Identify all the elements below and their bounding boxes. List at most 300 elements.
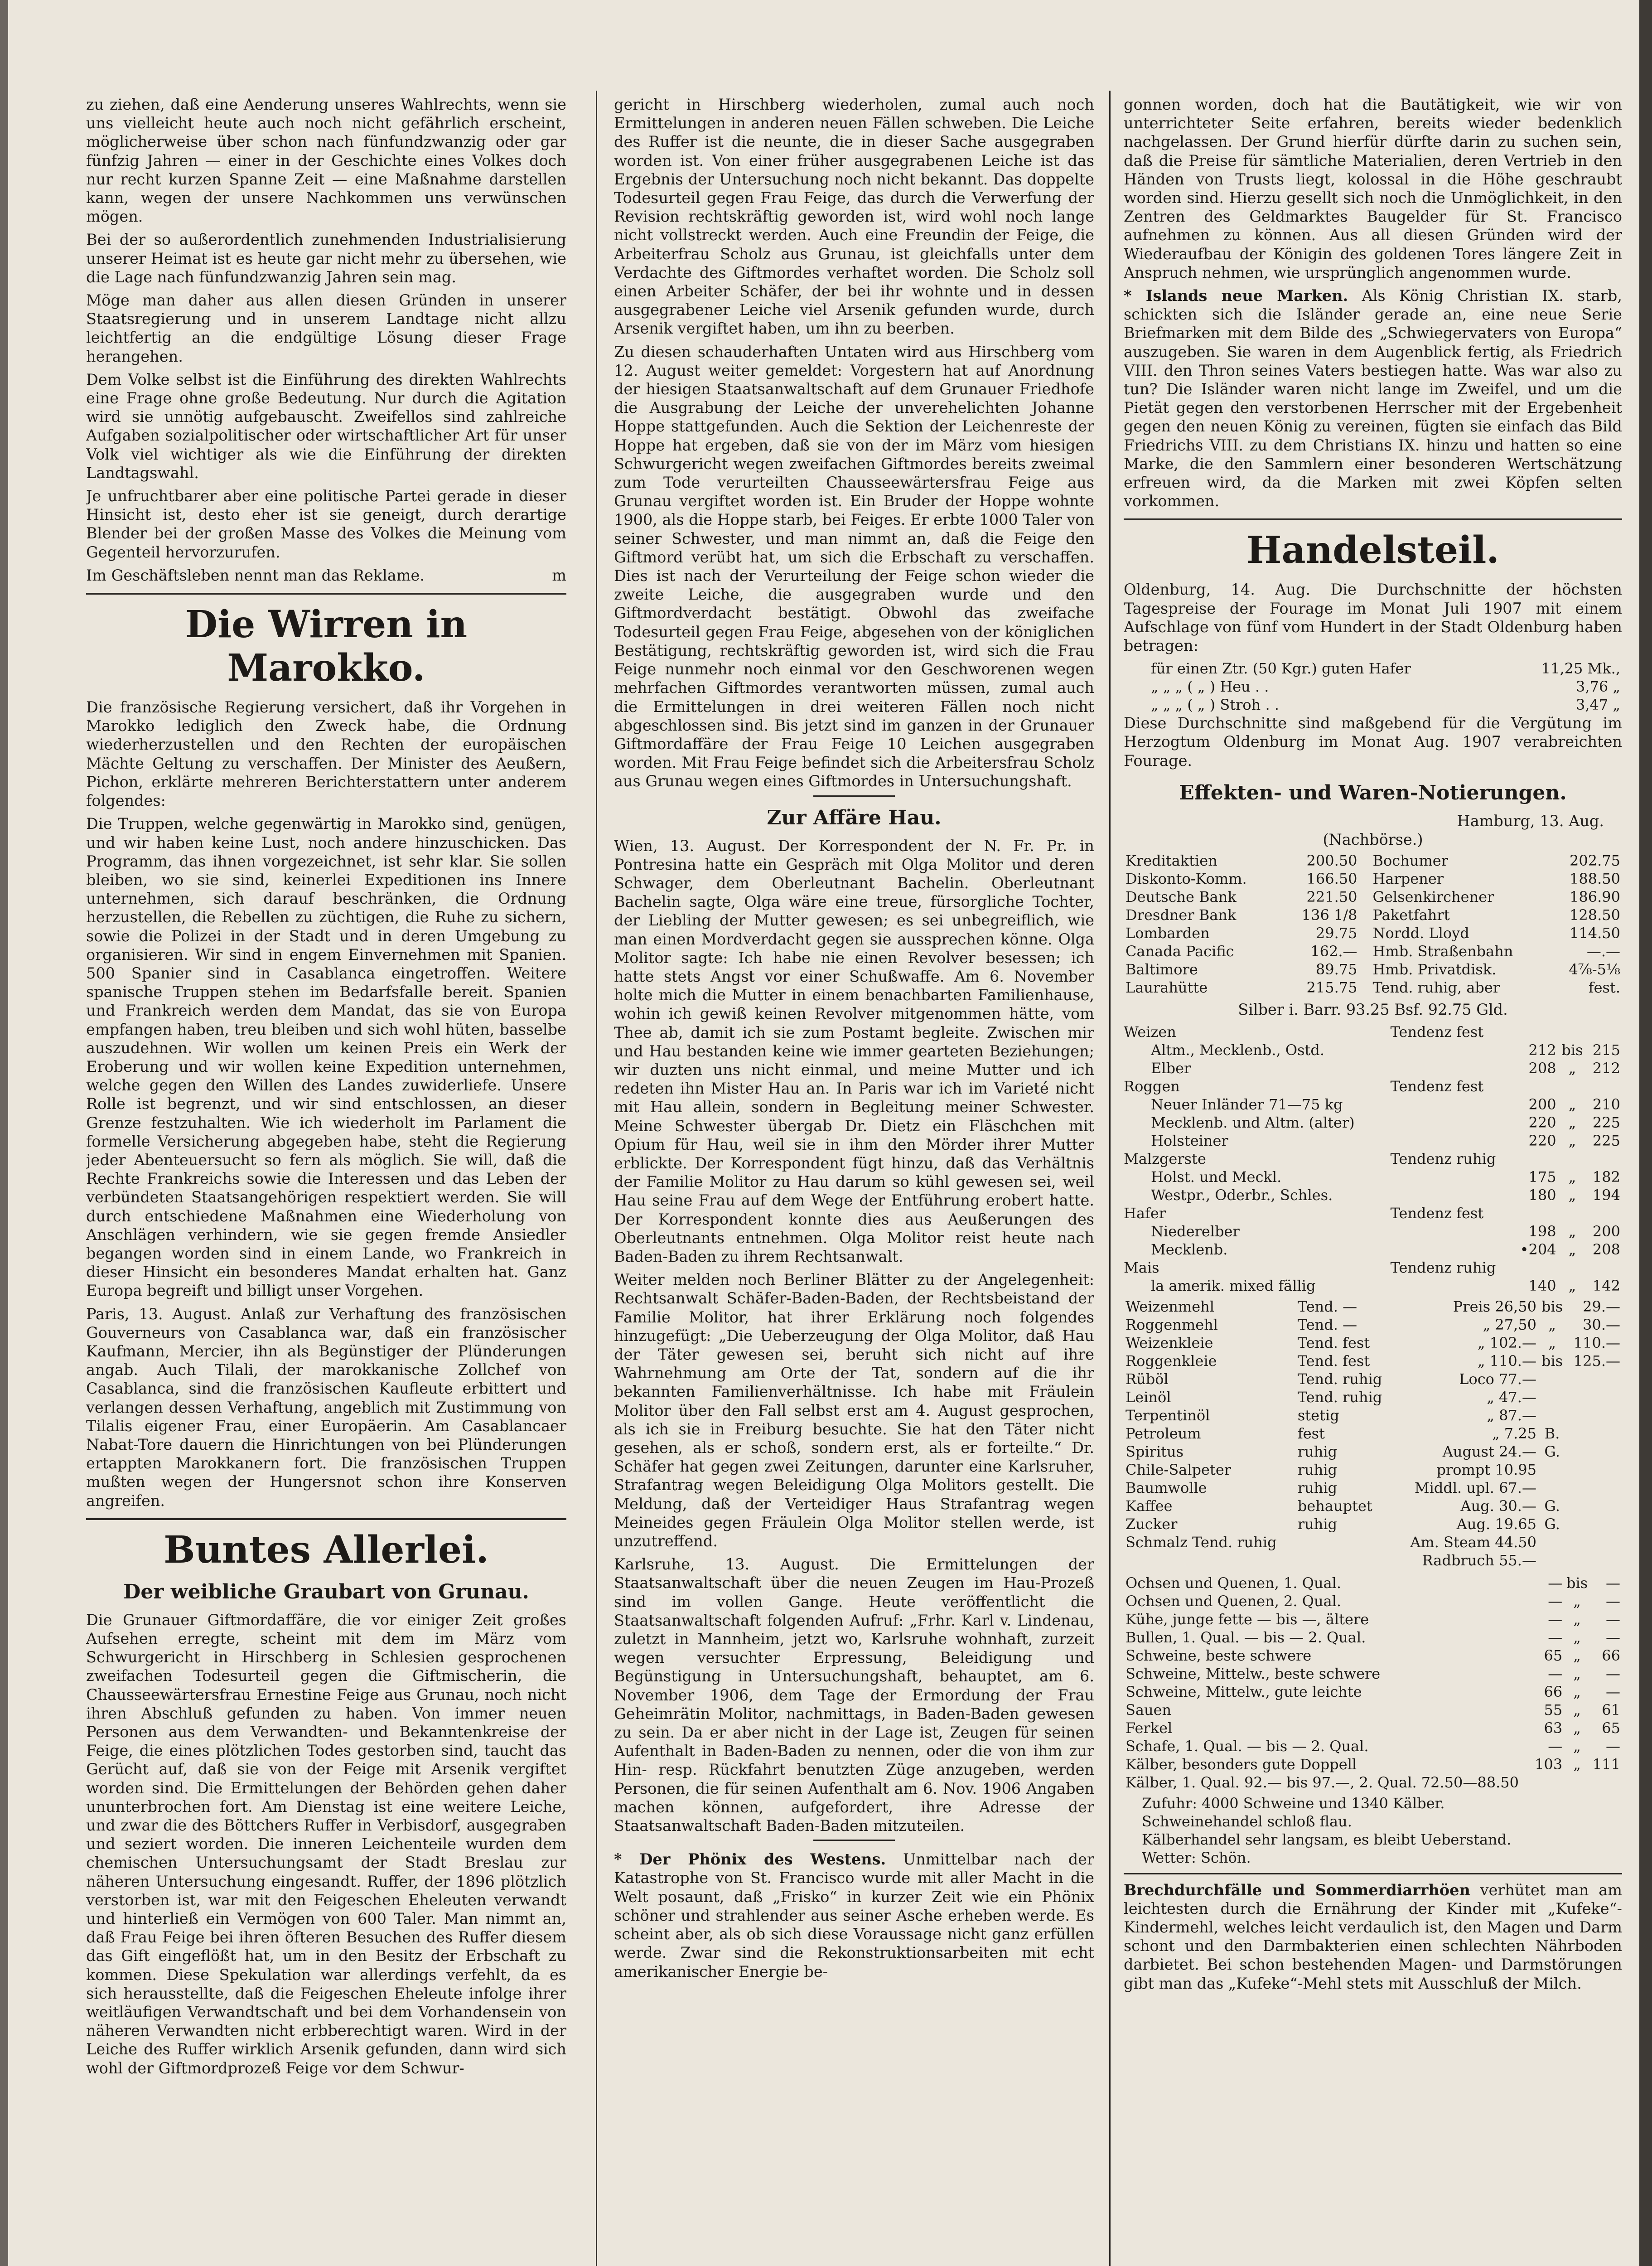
table-row — [1124, 1168, 1622, 1186]
advertisement-heading: Brechdurchfälle und Sommerdiarrhöen — [1124, 1881, 1470, 1899]
table-cell: 212 — [1592, 1059, 1620, 1077]
table-row — [1124, 1352, 1622, 1370]
table-cell: 198 — [1528, 1222, 1556, 1240]
table-row — [1124, 1023, 1622, 1041]
paragraph: Je unfruchtbarer aber eine politische Partei gerade in dieser Hinsicht ist, desto eher ist sie geneigt, durch derartige Blender bei der großen Masse des Volkes die Meinung vom Gegenteil hervorzurufen. — [86, 487, 566, 561]
table-cell: „ — [1573, 1592, 1581, 1610]
table-row — [1124, 1204, 1622, 1222]
table-row — [1124, 888, 1622, 906]
table-row — [1124, 1533, 1622, 1551]
table-row — [1124, 1610, 1622, 1628]
table-cell: Bochumer — [1372, 852, 1449, 870]
table-cell: Tendenz fest — [1390, 1023, 1484, 1041]
table-cell: ruhig — [1297, 1461, 1338, 1478]
table-cell: Mecklenb. und Altm. (alter) — [1151, 1114, 1355, 1131]
table-cell — [1566, 1443, 1622, 1461]
table-cell: 103 — [1535, 1755, 1563, 1773]
table-cell: — — [1548, 1592, 1563, 1610]
paragraph: Weiter melden noch Berliner Blätter zu der Angelegenheit: Rechtsanwalt Schäfer-Baden-Baden, der Rechtsbeistand der Familie Molitor, hat ihrer Erklärung noch folgendes hinzugefügt: „Die Ueberzeugung der Olga Molitor, daß Hau der Täter gewesen sei, beruht sich nicht auf ihre Wahrnehmung am Orte der Tat, sondern auf die ihr bekannten Familienverhältnisse. Ich habe mit Fräulein Molitor über den Fall selbst erst am 4. August gesprochen, als ich sie in Freiburg besuchte. Sie hat den Täter nicht gesehen, als er schoß, sondern erst, als er forteilte.“ Dr. Schäfer hat gegen zwei Zeitungen, darunter eine Karlsruher, Strafantrag wegen Beleidigung Olga Molitors gestellt. Die Meldung, daß der Verteidiger Haus Strafantrag wegen Meineides gegen Fräulein Olga Molitor stellen werde, ist unzutreffend. — [614, 1271, 1094, 1550]
table-row — [1124, 1497, 1622, 1515]
table-row — [1124, 1683, 1622, 1701]
table-cell: bis — [1561, 1041, 1583, 1059]
table-cell: „ — [1568, 1095, 1576, 1113]
table-row — [1124, 1186, 1622, 1204]
short-divider — [813, 795, 895, 797]
table-cell: Leinöl — [1125, 1388, 1171, 1406]
table-cell: Tendenz ruhig — [1390, 1150, 1496, 1167]
table-cell: Hmb. Straßenbahn — [1372, 943, 1513, 960]
table-cell: 225 — [1592, 1132, 1620, 1149]
table-cell — [1532, 1773, 1564, 1791]
table-row — [1124, 1259, 1622, 1277]
table-cell — [1566, 1461, 1622, 1479]
table-cell: Zucker — [1125, 1515, 1178, 1533]
table-cell: 221.50 — [1306, 888, 1357, 906]
table-cell: „ 47.— — [1487, 1388, 1536, 1406]
table-cell — [1586, 1077, 1622, 1095]
table-cell — [1538, 1388, 1566, 1406]
table-cell: 4⅞-5⅛ — [1569, 961, 1620, 978]
table-cell — [1564, 1773, 1590, 1791]
table-cell: Tend. — — [1297, 1298, 1357, 1315]
column-1 — [86, 95, 566, 2266]
table-cell: 29.75 — [1315, 925, 1357, 942]
table-cell: Ochsen und Quenen, 1. Qual. — [1125, 1574, 1342, 1592]
table-cell: — — [1606, 1610, 1620, 1628]
table-cell: „ — [1573, 1737, 1581, 1755]
table-cell: — — [1606, 1574, 1620, 1592]
table-cell: Roggen — [1124, 1077, 1180, 1095]
section-heading: Handelsteil. — [1246, 528, 1499, 572]
table-cell: „ — [1568, 1114, 1576, 1131]
table-cell: 208 — [1528, 1059, 1556, 1077]
table-cell: 136 1/8 — [1301, 906, 1357, 924]
table-row — [1124, 1077, 1622, 1095]
table-cell: 208 — [1592, 1240, 1620, 1258]
table-cell — [1513, 1150, 1558, 1168]
table-cell: 210 — [1592, 1095, 1620, 1113]
fourage-table — [1124, 659, 1622, 714]
table-row — [1124, 1628, 1622, 1646]
table-cell: Baltimore — [1125, 961, 1198, 978]
paragraph: zu ziehen, daß eine Aenderung unseres Wahlrechts, wenn sie uns vielleicht heute auch noch nicht gefährlich erscheint, möglicherweise über schon nach fünfundzwanzig oder gar fünfzig Jahren — einer in der Geschichte eines Volkes doch nur recht kurzen Spanne Zeit — eine Maßnahme darstellen kann, wegen der unsere Nachkommen uns verwünschen mögen. — [86, 96, 566, 226]
table-cell: 65 — [1544, 1646, 1563, 1664]
table-row — [1124, 1773, 1622, 1791]
table-cell: 162.— — [1310, 943, 1357, 960]
table-cell: Spiritus — [1125, 1443, 1184, 1460]
table-cell: 110.— — [1573, 1334, 1620, 1351]
table-row — [1124, 1298, 1622, 1316]
table-cell: „ — [1573, 1646, 1581, 1664]
table-cell: für einen Ztr. (50 Kgr.) guten Hafer — [1151, 660, 1411, 678]
table-cell: Holst. und Meckl. — [1151, 1168, 1282, 1186]
table-row — [1124, 1059, 1622, 1077]
table-cell: — — [1548, 1665, 1563, 1682]
paragraph: Diese Durchschnitte sind maßgebend für die Vergütung im Herzogtum Oldenburg im Monat Aug. 1907 verabreichten Fourage. — [1124, 714, 1622, 770]
table-cell: Schweine, Mittelw., beste schwere — [1125, 1665, 1381, 1682]
table-row — [1124, 960, 1622, 978]
table-cell: — — [1606, 1665, 1620, 1682]
section-divider — [86, 1518, 566, 1520]
table-cell: Lombarden — [1125, 925, 1210, 942]
table-cell: Laurahütte — [1125, 979, 1208, 997]
section-heading: Die Wirren in Marokko. — [185, 603, 468, 690]
table-cell: — — [1606, 1628, 1620, 1646]
paragraph-text: Im Geschäftsleben nennt man das Reklame. — [86, 566, 425, 584]
table-cell: Middl. upl. 67.— — [1414, 1479, 1536, 1496]
table-row — [1124, 1041, 1622, 1059]
paragraph: Wien, 13. August. Der Korrespondent der N. Fr. Pr. in Pontresina hatte ein Gespräch mit Olga Molitor und deren Schwager, dem Oberleutnant Bachelin. Oberleutnant Bachelin sagte, Olga wäre eine treue, fürsorgliche Tochter, der Liebling der Mutter gewesen; es sei unbegreiflich, wie man einen Mordverdacht gegen sie aussprechen könne. Olga Molitor sagte: Ich habe nie einen Revolver besessen; ich hatte stets Angst vor einer Schußwaffe. Am 6. November holte mich die Mutter in einem benachbarten Familienhause, wohin ich gewiß keinen Revolver mitgenommen hätte, vom Thee ab, damit ich sie zum Postamt begleite. Zwischen mir und Hau bestanden keine wie immer gearteten Beziehungen; wir duzten uns nicht einmal, und meine Mutter und ich redeten ihn Mister Hau an. In Paris war ich im Varieté nicht mit Hau allein, sondern in Begleitung meiner Schwester. Meine Schwester übergab Dr. Dietz ein Fläschchen mit Opium für Hau, weil sie in ihm den Mörder ihrer Mutter erblickte. Der Korrespondent fügt hinzu, daß das Verhältnis der Familie Molitor zu Hau darum so kühl gewesen sei, weil Hau seine Frau auf dem Wege der Entführung erobert hatte. Der Korrespondent konnte dies aus Aeußerungen des Oberleutnants entnehmen. Olga Molitor reist heute nach Baden-Baden zu ihrem Rechtsanwalt. — [614, 837, 1094, 1265]
table-cell: — — [1548, 1628, 1563, 1646]
table-row — [1124, 1334, 1622, 1352]
table-cell: Mais — [1124, 1259, 1159, 1276]
table-cell: behauptet — [1297, 1497, 1372, 1515]
table-cell: „ — [1573, 1665, 1581, 1682]
paragraph: Bei der so außerordentlich zunehmenden Industrialisierung unserer Heimat ist es heute gar nicht mehr zu übersehen, wie die Lage nach fünfundzwanzig Jahren sein mag. — [86, 231, 566, 286]
table-cell: 212 — [1528, 1041, 1556, 1059]
table-cell — [1513, 1077, 1558, 1095]
table-cell — [1538, 1406, 1566, 1424]
table-cell — [1566, 1551, 1622, 1569]
table-cell: 63 — [1544, 1719, 1563, 1737]
table-cell: Hafer — [1124, 1204, 1166, 1222]
table-cell: „ 87.— — [1487, 1406, 1536, 1424]
paragraph: Die französische Regierung versichert, daß ihr Vorgehen in Marokko lediglich den Zweck habe, die Ordnung wiederherzustellen und den Rechten der europäischen Mächte Geltung zu verschaffen. Der Minister des Aeußern, Pichon, erklärte mehreren Berichterstattern unter anderem folgendes: — [86, 698, 566, 810]
table-cell: „ — [1568, 1240, 1576, 1258]
table-cell: Kälber, besonders gute Doppell — [1125, 1755, 1357, 1773]
table-cell: — — [1606, 1683, 1620, 1700]
market-note: Zufuhr: 4000 Schweine und 1340 Kälber. — [1142, 1794, 1445, 1812]
table-row — [1124, 1370, 1622, 1388]
table-cell: 188.50 — [1570, 870, 1620, 888]
table-cell: Dresdner Bank — [1125, 906, 1237, 924]
table-cell: 66 — [1602, 1646, 1620, 1664]
paragraph: Karlsruhe, 13. August. Die Ermittelungen der Staatsanwaltschaft über die neuen Zeugen im Hau-Prozeß sind im vollen Gange. Heute veröffentlicht die Staatsanwaltschaft folgenden Aufruf: „Frhr. Karl v. Lindenau, zuletzt in Mannheim, jetzt wo, Karlsruhe wohnhaft, zurzeit wegen versuchter Erpressung, Beleidigung und Begünstigung in Untersuchungshaft, behauptet, am 6. November 1906, dem Tage der Ermordung der Frau Geheimrätin Molitor, nachmittags, in Baden-Baden gewesen zu sein. Da er aber nicht in der Lage ist, Zeugen für seinen Aufenthalt in Baden-Baden zu nennen, oder die von ihm zur Hin- resp. Rückfahrt benutzten Züge anzugeben, werden Personen, die für seinen Aufenthalt am 6. Nov. 1906 Angaben machen können, aufgefordert, ihre Adresse der Staatsanwaltschaft Baden-Baden mitzuteilen. — [614, 1555, 1094, 1835]
table-cell — [1558, 1204, 1587, 1222]
table-cell: Paketfahrt — [1372, 906, 1450, 924]
table-cell: Holsteiner — [1151, 1132, 1228, 1149]
table-cell: la amerik. mixed fällig — [1151, 1277, 1316, 1294]
article-paragraph — [614, 1850, 1094, 1980]
table-cell: „ 7.25 — [1492, 1424, 1536, 1442]
table-row — [1124, 1646, 1622, 1665]
table-cell: 202.75 — [1570, 852, 1620, 870]
table-cell: fest. — [1588, 979, 1620, 997]
table-cell: ruhig — [1297, 1479, 1338, 1496]
table-cell: Schweine, beste schwere — [1125, 1646, 1312, 1664]
table-row — [1124, 1388, 1622, 1406]
table-row — [1124, 852, 1622, 870]
table-cell: 3,47 „ — [1576, 696, 1620, 714]
table-cell: Kälber, 1. Qual. 92.— bis 97.—, 2. Qual. 72.50—88.50 — [1125, 1773, 1519, 1791]
table-cell — [1538, 1461, 1566, 1479]
table-cell: Schweine, Mittelw., gute leichte — [1125, 1683, 1362, 1700]
table-cell — [1566, 1515, 1622, 1533]
table-cell: „ — [1568, 1186, 1576, 1204]
table-cell — [1389, 1186, 1513, 1204]
market-note: Wetter: Schön. — [1142, 1849, 1251, 1866]
table-cell: „ — [1568, 1277, 1576, 1294]
table-row — [1124, 1114, 1622, 1132]
table-cell: Roggenkleie — [1125, 1352, 1217, 1370]
table-cell — [1566, 1388, 1622, 1406]
table-cell: „ — [1568, 1168, 1576, 1186]
table-cell: Deutsche Bank — [1125, 888, 1237, 906]
table-cell: „ — [1548, 1334, 1556, 1351]
dateline: Hamburg, 13. Aug. — [1457, 812, 1604, 830]
table-row — [1124, 1461, 1622, 1479]
table-cell: prompt 10.95 — [1436, 1461, 1536, 1478]
table-cell: fest — [1297, 1424, 1325, 1442]
table-cell: 65 — [1602, 1719, 1620, 1737]
table-row — [1124, 978, 1622, 997]
table-cell: Loco 77.— — [1459, 1370, 1536, 1388]
table-cell: Nordd. Lloyd — [1372, 925, 1469, 942]
table-cell: August 24.— — [1442, 1443, 1536, 1460]
table-cell: „ — [1573, 1755, 1581, 1773]
table-cell: „ „ „ ( „ ) Stroh . . — [1151, 696, 1279, 714]
table-cell: Terpentinöl — [1125, 1406, 1210, 1424]
table-cell — [1586, 1259, 1622, 1277]
table-cell: 3,76 „ — [1576, 678, 1620, 696]
table-cell — [1590, 1773, 1622, 1791]
table-cell — [1538, 1533, 1566, 1551]
table-cell — [1586, 1023, 1622, 1041]
table-cell: Elber — [1151, 1059, 1191, 1077]
table-cell: „ 102.— — [1477, 1334, 1536, 1351]
table-cell: — — [1606, 1592, 1620, 1610]
table-cell: Tend. ruhig — [1297, 1370, 1382, 1388]
table-cell: 166.50 — [1306, 870, 1357, 888]
paragraph: Die Truppen, welche gegenwärtig in Marokko sind, genügen, und wir haben keine Lust, noch andere hinzuschicken. Das Programm, das ihnen vorgezeichnet, ist sehr klar. Sie sollen bleiben, wo sie sind, keinerlei Expeditionen ins Innere unternehmen, sich darauf beschränken, die Ordnung herzustellen, die Rebellen zu züchtigen, die Ruhe zu sichern, sowie die Polizei in der Stadt und in deren Umgebung zu organisieren. Wir sind in engem Einvernehmen mit Spanien. 500 Spanier sind in Casablanca eingetroffen. Weitere spanische Truppen stehen im Bedarfsfalle bereit. Spanien und Frankreich werden dem Mandat, das sie von Europa empfangen haben, treu bleiben und sich wohl hüten, basselbe auszudehnen. Wir wollen um keinen Preis ein Werk der Eroberung und wir wollen keine Expedition unternehmen, welche gegen den Willen des Landes zuwiderliefe. Unsere Rolle ist begrenzt, und wir sind entschlossen, an dieser Grenze festzuhalten. Wie ich wiederholt im Parlament die formelle Versicherung abgegeben habe, steht die Regierung jeder Abenteuersucht so fern als möglich. Sie will, daß die Rechte Frankreichs sowie die Interessen und das Leben der verbündeten Staatsangehörigen respektiert werden. Sie will durch entschiedene Maßnahmen eine Wiederholung von Anschlägen verhindern, wie sie gegen fremde Ansiedler begangen worden sind in einem Lande, wo Frankreich in dieser Hinsicht ein besonderes Mandat erhalten hat. Ganz Europa begreift und billigt unser Vorgehen. — [86, 815, 566, 1300]
table-cell: Rüböl — [1125, 1370, 1169, 1388]
table-cell: Aug. 30.— — [1460, 1497, 1536, 1515]
adjacent-page-edge — [1639, 0, 1652, 2266]
table-cell: Petroleum — [1125, 1424, 1201, 1442]
table-cell: „ — [1568, 1059, 1576, 1077]
table-cell: G. — [1544, 1443, 1560, 1460]
table-row — [1124, 1150, 1622, 1168]
paragraph-with-signature — [86, 566, 566, 585]
table-cell: Mecklenb. — [1151, 1240, 1228, 1258]
table-cell: Ferkel — [1125, 1719, 1173, 1737]
table-cell: 200.50 — [1306, 852, 1357, 870]
table-cell — [1558, 1077, 1587, 1095]
table-cell — [1513, 1023, 1558, 1041]
table-cell: 200 — [1592, 1222, 1620, 1240]
table-cell — [1124, 1551, 1296, 1569]
table-cell: 215.75 — [1306, 979, 1357, 997]
table-cell — [1538, 1370, 1566, 1388]
table-cell: 11,25 Mk., — [1541, 660, 1620, 678]
table-cell: B. — [1544, 1424, 1560, 1442]
table-cell — [1513, 1259, 1558, 1277]
table-cell — [1566, 1370, 1622, 1388]
table-cell: Tendenz fest — [1390, 1204, 1484, 1222]
table-cell — [1586, 1204, 1622, 1222]
column-rule — [596, 91, 597, 2266]
table-cell: Weizenkleie — [1125, 1334, 1213, 1351]
table-cell — [1558, 1150, 1587, 1168]
market-note: Schweinehandel schloß flau. — [1142, 1812, 1352, 1830]
table-row — [1124, 1515, 1622, 1533]
subheading: (Nachbörse.) — [1323, 831, 1423, 849]
column-3 — [1124, 95, 1622, 2266]
table-cell: 194 — [1592, 1186, 1620, 1204]
table-cell: 61 — [1602, 1701, 1620, 1719]
table-cell: Diskonto-Komm. — [1125, 870, 1247, 888]
table-cell: Tendenz ruhig — [1390, 1259, 1496, 1276]
table-cell: „ — [1573, 1610, 1581, 1628]
table-cell — [1558, 1259, 1587, 1277]
table-cell — [1566, 1533, 1622, 1551]
table-row — [1124, 1132, 1622, 1150]
table-cell: Kreditaktien — [1125, 852, 1217, 870]
table-cell: 89.75 — [1315, 961, 1357, 978]
table-cell — [1538, 1479, 1566, 1497]
table-cell: Niederelber — [1151, 1222, 1240, 1240]
stock-table — [1124, 852, 1622, 997]
table-row — [1124, 1574, 1622, 1592]
grain-table — [1124, 1023, 1622, 1295]
paragraph: gericht in Hirschberg wiederholen, zumal auch noch Ermittelungen in anderen neuen Fällen schweben. Die Leiche des Ruffer ist die neunte, die in dieser Sache ausgegraben worden ist. Von einer früher ausgegrabenen Leiche ist das Ergebnis der Untersuchung noch nicht bekannt. Das doppelte Todesurteil gegen Frau Feige, das durch die Verwerfung der Revision rechtskräftig geworden ist, wird wohl noch lange nicht vollstreckt werden. Auch eine Freundin der Feige, die Arbeiterfrau Scholz aus Grunau, ist gleichfalls unter dem Verdachte des Giftmordes verhaftet worden. Die Scholz soll einen Arbeiter Schäfer, der bei ihr wohnte und in dessen ausgegrabener Leiche viel Arsenik gefunden wurde, durch Arsenik vergiftet haben, um ihn zu beerben. — [614, 96, 1094, 338]
paragraph-text: Als König Christian IX. starb, schickten sich die Isländer gerade an, eine neue Serie Briefmarken mit dem Bilde des „Schwiegervaters von Europa“ auszugeben. Sie waren in dem Augenblick fertig, als Friedrich VIII. den Thron seines Vaters bestiegen hatte. Was war also zu tun? Die Isländer waren nicht lange im Zweifel, und um die Pietät gegen den verstorbenen Herrscher mit der Ergebenheit gegen den neuen König zu vereinen, fügten sie einfach das Bild Friedrichs VIII. zu dem Christians IX. hinzu und hatten so eine Marke, die den Sammlern einer besonderen Wertschätzung erfreuen wird, da die Marken mit zwei Köpfen selten vorkommen. — [1124, 287, 1622, 510]
table-cell: Baumwolle — [1125, 1479, 1207, 1496]
table-cell: 220 — [1528, 1114, 1556, 1131]
table-cell: Radbruch 55.— — [1422, 1551, 1536, 1569]
table-cell: 182 — [1592, 1168, 1620, 1186]
table-cell: Neuer Inländer 71—75 kg — [1151, 1095, 1343, 1113]
table-cell: 142 — [1592, 1277, 1620, 1294]
article-heading: Effekten- und Waren-Notierungen. — [1179, 781, 1567, 804]
table-row — [1124, 1737, 1622, 1755]
table-row — [1124, 1701, 1622, 1719]
table-cell: Weizenmehl — [1125, 1298, 1214, 1315]
author-signature: m — [552, 566, 566, 584]
table-cell: Tend. ruhig, aber — [1372, 979, 1500, 997]
table-row — [1124, 696, 1622, 714]
table-cell: Hmb. Privatdisk. — [1372, 961, 1497, 978]
table-cell — [1566, 1479, 1622, 1497]
table-cell: 66 — [1544, 1683, 1563, 1700]
paragraph: Paris, 13. August. Anlaß zur Verhaftung des französischen Gouverneurs von Casablanca war, daß ein französischer Kaufmann, Mercier, ihn als Begünstiger der Plünderungen angab. Auch Tilali, der marokkanische Zollchef von Casablanca, sind die französischen Kaufleute erbittert und verlangen dessen Verhaftung, angeblich mit Zustimmung von Tilalis eigener Frau, einer Europäerin. Am Casablancaer Nabat-Tore dauern die Hinrichtungen von bei Plünderungen ertappten Marokkanern fort. Die französischen Truppen mußten wegen der Hungersnot schon ihre Konserven angreifen. — [86, 1305, 566, 1510]
table-cell: Chile-Salpeter — [1125, 1461, 1232, 1478]
table-row — [1124, 678, 1622, 696]
table-cell: „ — [1568, 1222, 1576, 1240]
table-cell — [1296, 1533, 1394, 1551]
table-cell: Weizen — [1124, 1023, 1176, 1041]
table-cell: Harpener — [1372, 870, 1444, 888]
paragraph-text: verhütet man am leichtesten durch die Ernährung der Kinder mit „Kufeke“-Kindermehl, welches leicht verdaulich ist, den Magen und Darm schont und den Darmbakterien einen schlechten Nährboden darbietet. Bei schon bestehenden Magen- und Darmstörungen gibt man das „Kufeke“-Mehl stets mit Ausschluß der Milch. — [1124, 1881, 1622, 1992]
table-cell: „ 110.— — [1477, 1352, 1536, 1370]
table-cell: 225 — [1592, 1114, 1620, 1131]
section-divider — [1124, 518, 1622, 520]
table-cell — [1558, 1023, 1587, 1041]
table-cell: Roggenmehl — [1125, 1316, 1218, 1333]
table-cell: — — [1548, 1610, 1563, 1628]
table-row — [1124, 1665, 1622, 1683]
table-cell: 220 — [1528, 1132, 1556, 1149]
table-cell: 111 — [1592, 1755, 1620, 1773]
table-cell: Preis 26,50 — [1453, 1298, 1536, 1315]
table-row — [1124, 1719, 1622, 1737]
table-cell: G. — [1544, 1515, 1560, 1533]
table-cell — [1389, 1222, 1513, 1240]
table-row — [1124, 1277, 1622, 1295]
paragraph-text: Unmittelbar nach der Katastrophe von St. Francisco wurde mit aller Macht in die Welt posaunt, daß „Frisko“ in kurzer Zeit wie ein Phönix schöner und strahlender aus seiner Asche erheben werde. Es scheint aber, als ob sich diese Voraussage nicht ganz erfüllen werde. Zwar sind die Rekonstruktionsarbeiten mit echt amerikanischer Energie be- — [614, 1850, 1094, 1980]
table-cell: Schafe, 1. Qual. — bis — 2. Qual. — [1125, 1737, 1369, 1755]
paragraph: Die Grunauer Giftmordaffäre, die vor einiger Zeit großes Aufsehen erregte, scheint mit dem im März vom Schwurgericht in Hirschberg in Schlesien gesprochenen zweifachen Todesurteil gegen die Giftmischerin, die Chausseewärtersfrau Ernestine Feige aus Grunau, noch nicht ihren Abschluß gefunden zu haben. Von immer neuen Personen aus dem Verwandten- und Bekanntenkreise der Feige, die eines plötzlichen Todes gestorben sind, taucht das Gerücht auf, daß sie von der Feige mit Arsenik vergiftet worden sind. Die Ermittelungen der Behörden gehen daher ununterbrochen fort. Am Dienstag ist eine weitere Leiche, und zwar die des Böttchers Ruffer in Verbisdorf, ausgegraben und seziert worden. Die inneren Leichenteile wurden dem chemischen Untersuchungsamt der Stadt Breslau zur näheren Untersuchung eingesandt. Ruffer, der 1896 plötzlich verstorben ist, war mit den Feigeschen Eheleuten verwandt und hinterließ ein Vermögen von 600 Taler. Man nimmt an, daß Frau Feige bei ihren öfteren Besuchen des Ruffer diesem das Gift eingeflößt hat, um in den Besitz der Erbschaft zu kommen. Diese Spekulation war allerdings verfehlt, da es sich herausstellte, daß die Feigeschen Eheleute infolge ihrer weitläufigen Verwandtschaft und bei dem Vorhandensein von näheren Verwandten nicht erbberechtigt waren. Wird in der Leiche des Ruffer wirklich Arsenik gefunden, dann wird sich wohl der Giftmordprozeß Feige vor dem Schwur- — [86, 1611, 566, 2077]
table-cell — [1538, 1551, 1566, 1569]
table-cell: „ — [1573, 1719, 1581, 1737]
table-cell: Schmalz Tend. ruhig — [1125, 1533, 1277, 1551]
table-row — [1124, 1240, 1622, 1259]
table-cell — [1389, 1095, 1513, 1114]
table-cell — [1389, 1277, 1513, 1295]
table-cell: 30.— — [1583, 1316, 1620, 1333]
table-cell: — — [1606, 1737, 1620, 1755]
table-cell: „ — [1548, 1316, 1556, 1333]
table-cell: Tend. — — [1297, 1316, 1357, 1333]
table-cell: 215 — [1592, 1041, 1620, 1059]
table-cell — [1389, 1168, 1513, 1186]
table-cell: stetig — [1297, 1406, 1339, 1424]
table-cell: „ — [1573, 1683, 1581, 1700]
table-cell — [1566, 1424, 1622, 1443]
table-cell — [1566, 1497, 1622, 1515]
table-cell: Tend. fest — [1297, 1334, 1370, 1351]
column-2 — [614, 95, 1094, 2266]
table-row — [1124, 1592, 1622, 1610]
table-cell — [1389, 1240, 1513, 1259]
table-cell: Bullen, 1. Qual. — bis — 2. Qual. — [1125, 1628, 1366, 1646]
short-divider — [813, 1840, 895, 1841]
table-row — [1124, 942, 1622, 960]
table-cell — [1389, 1114, 1513, 1132]
column-rule — [1109, 91, 1111, 2266]
table-cell: Westpr., Oderbr., Schles. — [1151, 1186, 1333, 1204]
table-cell: 114.50 — [1570, 925, 1620, 942]
table-row — [1124, 1222, 1622, 1240]
article-heading: Zur Affäre Hau. — [767, 806, 942, 829]
table-cell: Altm., Mecklenb., Ostd. — [1151, 1041, 1325, 1059]
table-cell: G. — [1544, 1497, 1560, 1515]
table-cell: Kaffee — [1125, 1497, 1173, 1515]
section-divider — [86, 593, 566, 595]
table-cell: Sauen — [1125, 1701, 1172, 1719]
paragraph: Zu diesen schauderhaften Untaten wird aus Hirschberg vom 12. August weiter gemeldet: Vorgestern hat auf Anordnung der hiesigen Staatsanwaltschaft auf dem Grunauer Friedhofe die Ausgrabung der Leiche der unverehelichten Johanne Hoppe stattgefunden. Auch die Sektion der Leichenreste der Hoppe hat ergeben, daß sie von der im März vom hiesigen Schwurgericht wegen zweifachen Giftmordes bereits zweimal zum Tode verurteilten Chausseewärtersfrau Feige aus Grunau vergiftet worden ist. Ein Bruder der Hoppe wohnte 1900, als die Hoppe starb, bei Feiges. Er erbte 1000 Taler von seiner Schwester, und man nimmt an, daß die Feige den Giftmord verübt hat, um sich die Erbschaft zu verschaffen. Dies ist nach der Verurteilung der Feige schon wieder die zweite Leiche, die ausgegraben wurde und den Giftmordverdacht bestätigt. Obwohl das zweifache Todesurteil gegen Frau Feige, abgesehen von der königlichen Bestätigung, rechtskräftig geworden ist, wird sich die Frau Feige nunmehr noch einmal vor den Geschworenen wegen mehrfachen Giftmordes verantworten müssen, zumal auch die Ermittelungen in drei weiteren Fällen noch nicht abgeschlossen sind. Bis jetzt sind im ganzen in der Grunauer Giftmordaffäre der Frau Feige 10 Leichen ausgegraben worden. Mit Frau Feige befindet sich die Arbeitersfrau Scholz aus Grunau wegen eines Giftmordes in Untersuchungshaft. — [614, 343, 1094, 790]
table-row — [1124, 659, 1622, 678]
article-heading: Der weibliche Graubart von Grunau. — [123, 1580, 529, 1603]
table-cell: Gelsenkirchener — [1372, 888, 1494, 906]
table-cell — [1389, 1041, 1513, 1059]
table-cell: — — [1548, 1574, 1563, 1592]
table-cell: Ochsen und Quenen, 2. Qual. — [1125, 1592, 1342, 1610]
table-cell — [1389, 1132, 1513, 1150]
table-cell: 140 — [1528, 1277, 1556, 1294]
table-row — [1124, 1406, 1622, 1424]
commodity-table — [1124, 1298, 1622, 1569]
section-heading: Buntes Allerlei. — [164, 1528, 489, 1572]
table-cell — [1296, 1551, 1394, 1569]
table-row — [1124, 1479, 1622, 1497]
table-cell — [1389, 1059, 1513, 1077]
table-row — [1124, 1443, 1622, 1461]
paragraph: Oldenburg, 14. Aug. Die Durchschnitte der höchsten Tagespreise der Fourage im Monat Juli 1907 mit einem Aufschlage von fünf vom Hundert in der Stadt Oldenburg haben betragen: — [1124, 581, 1622, 655]
table-cell: 180 — [1528, 1186, 1556, 1204]
table-cell — [1513, 1204, 1558, 1222]
table-cell: bis — [1566, 1574, 1588, 1592]
